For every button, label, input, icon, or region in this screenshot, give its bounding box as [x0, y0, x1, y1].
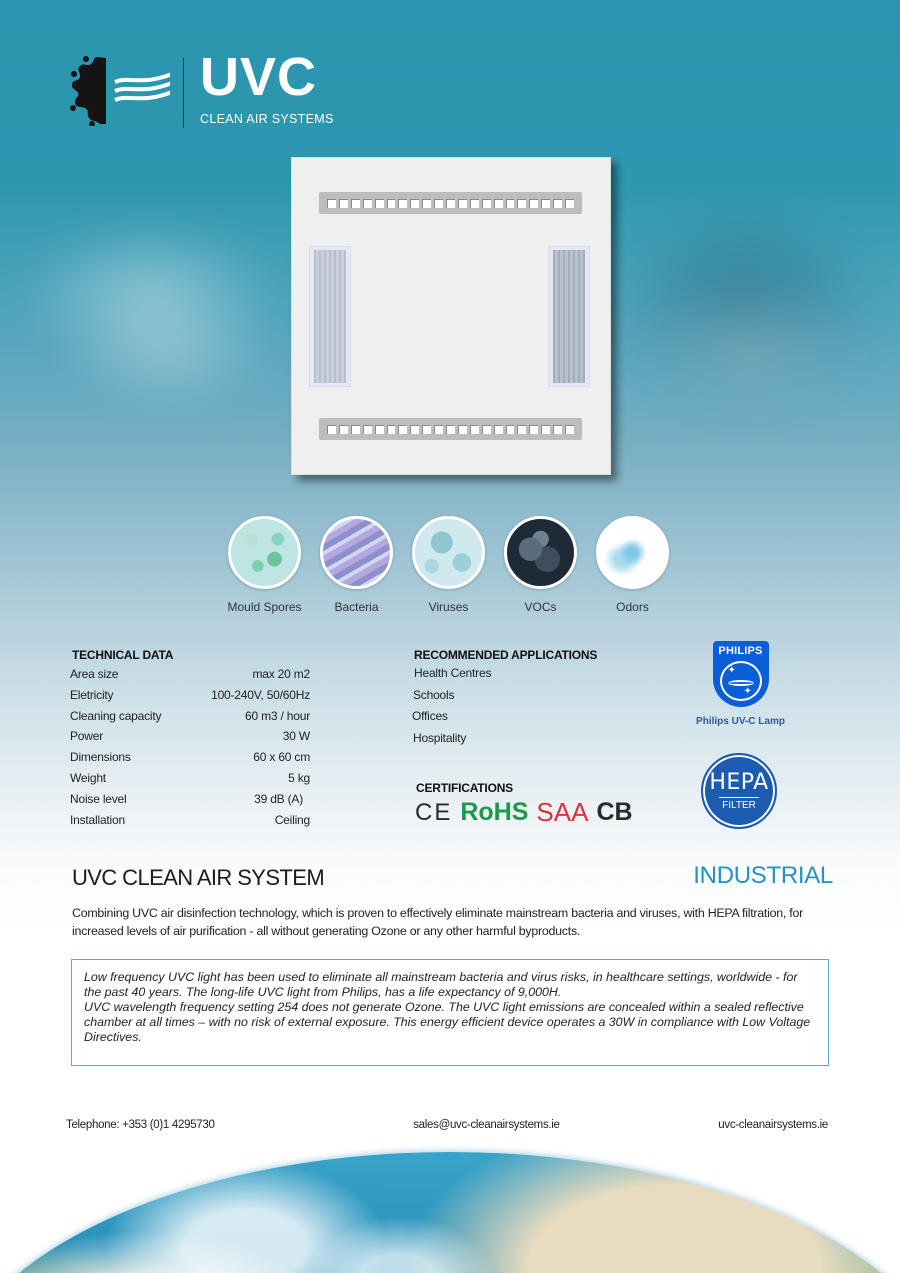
- mould-spores-icon: [228, 516, 301, 589]
- right-air-inlet: [548, 246, 590, 387]
- saa-mark-icon: SAA: [536, 797, 589, 827]
- hepa-sub-label: FILTER: [722, 800, 756, 811]
- vent-slot: [327, 425, 336, 434]
- application-item: Offices: [412, 709, 448, 723]
- vent-slot: [410, 199, 419, 208]
- vent-slot: [541, 199, 550, 208]
- vent-slot: [446, 199, 455, 208]
- tech-row: [70, 729, 310, 750]
- page-title: UVC CLEAN AIR SYSTEM: [72, 865, 325, 890]
- tech-value: 60 m3 / hour: [245, 708, 310, 723]
- pathogen-label: Viruses: [428, 600, 469, 614]
- vent-slot: [482, 199, 491, 208]
- uvc-logo-icon: [70, 56, 170, 126]
- vent-slot: [363, 199, 372, 208]
- website-link[interactable]: uvc-cleanairsystems.ie: [718, 1119, 828, 1131]
- vent-slot: [565, 425, 574, 434]
- vent-slot: [434, 199, 443, 208]
- vent-slot: [339, 425, 348, 434]
- tech-label: Eletricity: [70, 687, 114, 702]
- telephone: Telephone: +353 (0)1 4295730: [66, 1119, 215, 1131]
- vent-slot: [363, 425, 372, 434]
- smoke-decoration-right-2: [640, 280, 860, 420]
- vent-slot: [398, 425, 407, 434]
- tech-value: 5 kg: [288, 770, 310, 785]
- pathogen-bacteria: [320, 516, 393, 614]
- brand-title: UVC: [200, 47, 318, 107]
- applications-list: [413, 666, 491, 752]
- philips-brand: PHILIPS: [718, 645, 763, 657]
- tech-value: 30 W: [282, 729, 310, 744]
- ce-mark-icon: CE: [415, 798, 453, 826]
- philips-shield-icon: PHILIPS ✦ ✦: [713, 641, 769, 707]
- vent-slot: [422, 199, 431, 208]
- brand-subtitle: CLEAN AIR SYSTEMS: [200, 112, 334, 126]
- tech-row: [70, 688, 310, 709]
- info-paragraph-2: UVC wavelength frequency setting 254 does not generate Ozone. The UVC light emissions are concealed within a sealed reflective chamber at all times – with no risk of external exposure. This energy efficient device operates a 30W in compliance with Low Voltage Directives.: [84, 1000, 811, 1044]
- tech-label: Installation: [70, 812, 125, 827]
- vent-slot: [422, 425, 431, 434]
- application-item: Health Centres: [414, 666, 492, 680]
- tech-label: Noise level: [70, 791, 127, 806]
- brand-logo: [70, 56, 170, 126]
- pathogen-label: Odors: [616, 600, 649, 614]
- certification-logos: [415, 797, 633, 828]
- pathogen-vocs: [504, 516, 577, 614]
- vent-slot: [446, 425, 455, 434]
- tech-row: [70, 709, 310, 730]
- rohs-mark-icon: RoHS: [460, 798, 529, 826]
- product-panel-image: [291, 157, 611, 475]
- vent-slot: [434, 425, 443, 434]
- logo-divider: [183, 58, 184, 128]
- tech-value: 100-240V, 50/60Hz: [211, 687, 310, 702]
- pathogen-icons: [228, 516, 669, 614]
- bacteria-icon: [320, 516, 393, 589]
- contact-footer: [66, 1119, 828, 1131]
- bottom-vent-grille: [319, 418, 582, 440]
- philips-uvc-lamp-badge: [693, 641, 788, 727]
- vent-slot: [375, 425, 384, 434]
- pathogen-label: Bacteria: [334, 600, 379, 614]
- vent-slot: [375, 199, 384, 208]
- pathogen-label: Mould Spores: [227, 600, 302, 614]
- tech-row: [70, 750, 310, 771]
- category-label: INDUSTRIAL: [693, 862, 833, 889]
- tech-label: Dimensions: [70, 750, 131, 765]
- pathogen-label: VOCs: [524, 600, 557, 614]
- application-item: Hospitality: [413, 730, 467, 745]
- earth-globe-image: [0, 1152, 900, 1273]
- hepa-label: HEPA: [709, 770, 769, 795]
- vent-slot: [410, 425, 419, 434]
- vent-slot: [327, 199, 336, 208]
- philips-caption: Philips UV-C Lamp: [696, 716, 785, 727]
- vent-slot: [529, 199, 538, 208]
- vent-slot: [506, 425, 515, 434]
- vent-slot: [398, 199, 407, 208]
- hepa-divider: [719, 797, 759, 798]
- tech-label: Power: [70, 729, 104, 744]
- hepa-filter-badge: [701, 753, 777, 829]
- vent-slot: [506, 199, 515, 208]
- certifications-title: CERTIFICATIONS: [416, 781, 513, 795]
- vent-slot: [553, 199, 562, 208]
- cb-mark-icon: CB: [596, 798, 633, 826]
- tech-value: Ceiling: [274, 812, 310, 827]
- vent-slot: [351, 425, 360, 434]
- top-vent-grille: [319, 192, 582, 214]
- tech-label: Cleaning capacity: [70, 708, 162, 723]
- vent-slot: [529, 425, 538, 434]
- vent-slot: [482, 425, 491, 434]
- tech-value: 39 dB (A): [254, 791, 303, 806]
- tech-value: 60 x 60 cm: [253, 750, 310, 765]
- vent-slot: [351, 199, 360, 208]
- viruses-icon: [412, 516, 485, 589]
- email-link[interactable]: sales@uvc-cleanairsystems.ie: [413, 1119, 560, 1131]
- pathogen-viruses: [412, 516, 485, 614]
- pathogen-mould-spores: [228, 516, 301, 614]
- odors-icon: [596, 516, 669, 589]
- pathogen-odors: [596, 516, 669, 614]
- applications-title: RECOMMENDED APPLICATIONS: [414, 648, 598, 662]
- vent-slot: [565, 199, 574, 208]
- tech-value: max 20 m2: [252, 667, 310, 681]
- vent-slot: [470, 425, 479, 434]
- vent-slot: [553, 425, 562, 434]
- tech-row: [70, 792, 310, 813]
- technical-data-table: [70, 667, 310, 833]
- tech-label: Weight: [70, 770, 106, 785]
- tech-row: [70, 771, 310, 792]
- vent-slot: [387, 199, 396, 208]
- application-item: Schools: [413, 687, 455, 702]
- tech-row: [70, 813, 310, 834]
- tech-label: Area size: [70, 667, 119, 681]
- intro-paragraph: Combining UVC air disinfection technology, which is proven to effectively eliminate mainstream bacteria and viruses, with HEPA filtration, for increased levels of air purification - all without generating Ozone or any other harmful byproducts.: [72, 906, 803, 938]
- vent-slot: [541, 425, 550, 434]
- vocs-icon: [504, 516, 577, 589]
- vent-slot: [494, 199, 503, 208]
- vent-slot: [458, 425, 467, 434]
- tech-row: [70, 667, 310, 688]
- technical-data-title: TECHNICAL DATA: [72, 648, 174, 662]
- info-paragraph-1: Low frequency UVC light has been used to eliminate all mainstream bacteria and virus risks, in healthcare settings, worldwide - for the past 40 years. The long-life UVC light from Philips, has a life expectancy of 9,000H.: [84, 970, 798, 999]
- vent-slot: [458, 199, 467, 208]
- vent-slot: [387, 425, 396, 434]
- vent-slot: [517, 199, 526, 208]
- vent-slot: [470, 199, 479, 208]
- left-air-inlet: [309, 246, 351, 387]
- vent-slot: [517, 425, 526, 434]
- vent-slot: [494, 425, 503, 434]
- smoke-decoration-left-2: [60, 300, 280, 410]
- uvc-info-box: [71, 959, 829, 1066]
- vent-slot: [339, 199, 348, 208]
